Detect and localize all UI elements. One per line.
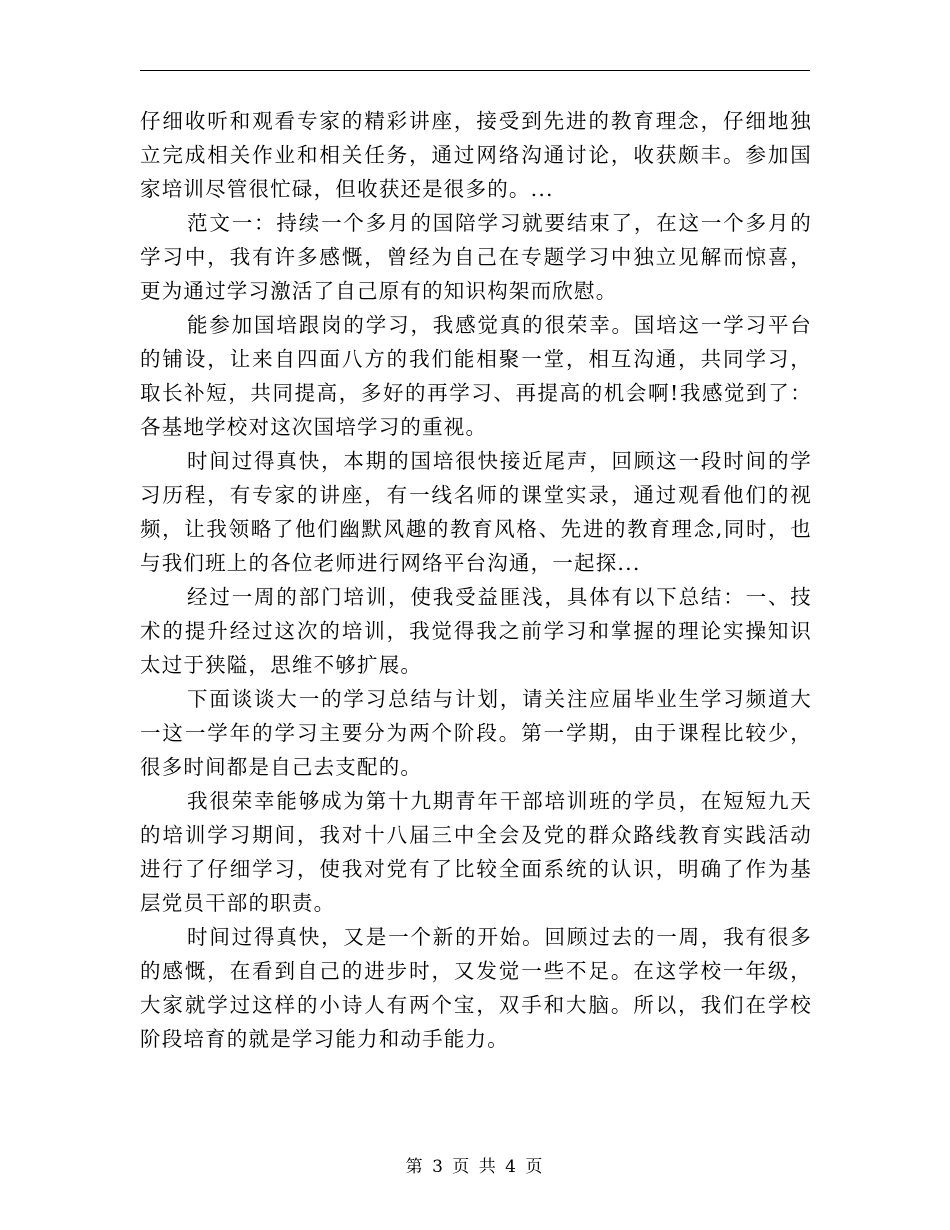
page-number-footer: 第 3 页 共 4 页 (405, 1157, 545, 1177)
paragraph-6: 下面谈谈大一的学习总结与计划，请关注应届毕业生学习频道大一这一学年的学习主要分为两个阶段。第一学期，由于课程比较少，很多时间都是自己去支配的。 (140, 687, 812, 779)
header-rule (140, 70, 810, 71)
paragraph-2: 范文一：持续一个多月的国陪学习就要结束了，在这一个多月的学习中，我有许多感慨，曾经为自己在专题学习中独立见解而惊喜，更为通过学习激活了自己原有的知识构架而欣慰。 (140, 211, 812, 303)
paragraph-1: 仔细收听和观看专家的精彩讲座，接受到先进的教育理念，仔细地独立完成相关作业和相关任务，通过网络沟通讨论，收获颇丰。参加国家培训尽管很忙碌，但收获还是很多的。... (140, 109, 812, 201)
document-body (140, 104, 812, 1056)
paragraph-3: 能参加国培跟岗的学习，我感觉真的很荣幸。国培这一学习平台的铺设，让来自四面八方的我们能相聚一堂，相互沟通，共同学习，取长补短，共同提高，多好的再学习、再提高的机会啊!我感觉到了：各基地学校对这次国培学习的重视。 (140, 313, 812, 439)
paragraph-4: 时间过得真快，本期的国培很快接近尾声，回顾这一段时间的学习历程，有专家的讲座，有一线名师的课堂实录，通过观看他们的视频，让我领略了他们幽默风趣的教育风格、先进的教育理念,同时，也与我们班上的各位老师进行网络平台沟通，一起探... (140, 449, 812, 575)
paragraph-8: 时间过得真快，又是一个新的开始。回顾过去的一周，我有很多的感慨，在看到自己的进步时，又发觉一些不足。在这学校一年级，大家就学过这样的小诗人有两个宝，双手和大脑。所以，我们在学校阶段培育的就是学习能力和动手能力。 (140, 925, 812, 1051)
paragraph-7: 我很荣幸能够成为第十九期青年干部培训班的学员，在短短九天的培训学习期间，我对十八届三中全会及党的群众路线教育实践活动进行了仔细学习，使我对党有了比较全面系统的认识，明确了作为基层党员干部的职责。 (140, 789, 812, 915)
paragraph-5: 经过一周的部门培训，使我受益匪浅，具体有以下总结：一、技术的提升经过这次的培训，我觉得我之前学习和掌握的理论实操知识太过于狭隘，思维不够扩展。 (140, 585, 812, 677)
